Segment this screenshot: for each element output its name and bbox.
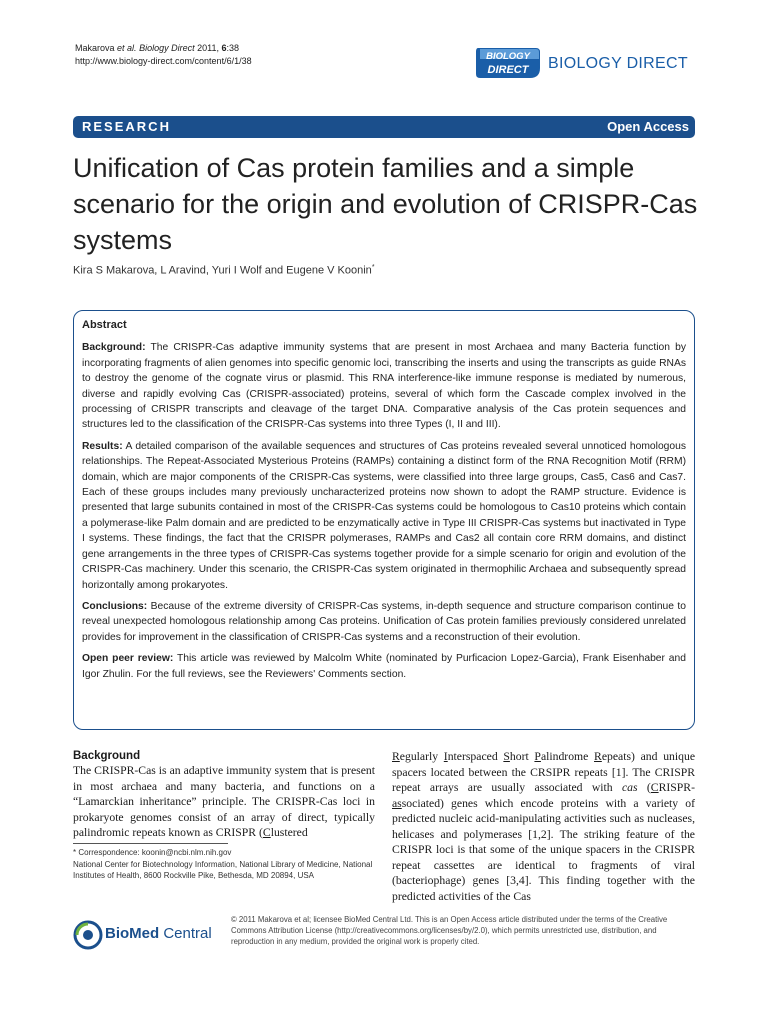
abstract-background-label: Background: (82, 342, 146, 354)
abstract-results-label: Results: (82, 440, 123, 452)
logo-badge-bottom: DIRECT (487, 64, 529, 76)
body-right-t7: RISPR- (658, 781, 695, 794)
footnote (73, 847, 378, 882)
abstract-results (82, 439, 686, 593)
publisher-logo (73, 918, 223, 950)
citation-volume: 6 (221, 43, 227, 53)
abstract-conclusions-label: Conclusions: (82, 600, 148, 612)
body-right-t4: alindrome (540, 750, 595, 763)
journal-logo (474, 46, 699, 82)
acronym-r1: R (392, 750, 400, 763)
abstract-content (82, 318, 686, 688)
publisher-name-rest: Central (159, 925, 212, 942)
abstract-results-text: A detailed comparison of the available sequences and structures of Cas proteins revealed several unnoticed homologous relationships. The Repeat-Associated Mysterious Proteins (RAMPs) containing a distinct form of the RNA Recognition Motif (RRM) domain, which are major components of the CRISPR-Cas systems, were classified into three large groups, Cas5, Cas6 and Cas7. Each of these groups includes many previously uncharacterized proteins now shown to adopt the RAMP structure. Evidence is presented that large subunits contained in most of the CRISPR-Cas systems could be homologous to Cas10 proteins which contain a polymerase-like Palm domain and are predicted to be enzymatically active in Type III CRISPR-Cas systems but inactivated in Type I systems. These findings, the fact that the CRISPR polymerases, RAMPs and Cas2 all contain core RRM domains, and distinct gene arrangements in the three types of CRISPR-Cas systems together provide for a simple scenario for origin and evolution of the CRISPR-Cas machinery. Under this scenario, the CRISPR-Cas system originated in thermophilic Archaea and subsequently spread horizontally among prokaryotes. (82, 440, 686, 591)
abstract-conclusions (82, 599, 686, 645)
journal-logo-text: BIOLOGY DIRECT (548, 55, 688, 72)
author-names: Kira S Makarova, L Aravind, Yuri I Wolf and Eugene V Koonin (73, 264, 372, 277)
citation-page: :38 (226, 43, 240, 53)
body-right-t5: epeats) and unique spacers located between the CRSIPR repeats [1]. The CRISPR repeat arrays are usually associated with (392, 750, 696, 794)
acronym-c: C (650, 781, 659, 794)
header-citation (75, 42, 252, 68)
citation-line (75, 42, 252, 55)
journal-logo-badge (474, 46, 542, 80)
body-left-column (73, 749, 375, 841)
article-type-label: RESEARCH (82, 119, 171, 134)
acronym-as: as (392, 796, 402, 810)
citation-journal: Biology Direct (139, 43, 195, 53)
author-list (73, 264, 375, 277)
abstract-conclusions-text: Because of the extreme diversity of CRISPR-Cas systems, in-depth sequence and structure comparison continue to reveal unexpected homologous relationship among Cas proteins. Unification of Cas protein families previously considered unrelated provides for improvement in the classification of CRISPR-Cas systems and a reconstruction of their evolution. (82, 600, 686, 643)
body-right-t1: egularly (399, 750, 444, 763)
abstract-background (82, 340, 686, 432)
logo-badge-top: BIOLOGY (486, 51, 530, 62)
abstract-review-text: This article was reviewed by Malcolm White (nominated by Purficacion Lopez-Garcia), Frank Eisenhaber and Igor Zhulin. For the full reviews, see the Reviewers' Comments section. (82, 653, 686, 680)
body-right-t3: hort (509, 750, 535, 763)
open-access-label: Open Access (607, 119, 689, 134)
body-left-end: lustered (270, 826, 308, 839)
footnote-divider (73, 843, 228, 844)
body-right-t8: sociated) genes which encode proteins with a variety of predicted nucleic acid-manipulating activities such as nucleases, helicases and polymerases [1,2]. The striking feature of the CRISPR loci is that some of the unique spacers in the CRISPR repeat cassettes are identical to fragments of viral (bacteriophage) genes [3,4]. This finding together with the predicted activities of the Cas (392, 796, 695, 903)
acronym-r2: R (594, 750, 602, 763)
cas-gene-name: cas (621, 781, 638, 794)
body-right-t6: ( (637, 781, 651, 794)
acronym-i: I (443, 750, 448, 763)
section-heading-background: Background (73, 750, 141, 762)
abstract-review-label: Open peer review: (82, 653, 174, 665)
acronym-p: P (534, 750, 541, 763)
body-paragraph-left (73, 763, 375, 841)
body-right-column (392, 749, 695, 904)
author-affiliation: National Center for Biotechnology Information, National Library of Medicine, National Institutes of Health, 8600 Rockville Pike, Bethesda, MD 20894, USA (73, 859, 373, 880)
citation-authors: Makarova (75, 43, 115, 53)
abstract-heading: Abstract (82, 319, 127, 331)
body-right-t2: nterspaced (447, 750, 504, 763)
body-left-underline: C (262, 826, 271, 839)
publisher-name-bold: BioMed (105, 925, 160, 942)
publisher-name (105, 925, 212, 942)
corresponding-author-mark: * (371, 264, 375, 271)
publisher-logo-icon (73, 920, 103, 950)
acronym-s: S (503, 750, 510, 763)
correspondence-email[interactable]: * Correspondence: koonin@ncbi.nlm.nih.gov (73, 848, 232, 857)
citation-etal: et al. (117, 43, 137, 53)
article-type-banner (73, 116, 695, 138)
article-url[interactable]: http://www.biology-direct.com/content/6/1/38 (75, 56, 252, 66)
abstract-background-text: The CRISPR-Cas adaptive immunity systems that are present in most Archaea and many Bacteria function by incorporating fragments of alien genomes into specific genomic loci, transcribing the inserts and using the transcripts as guide RNAs to destroy the genome of the cognate virus or plasmid. This RNA interference-like immune response is mediated by numerous, diverse and rapidly evolving Cas (CRISPR-associated) proteins, several of which form the Cascade complex involved in the processing of CRISPR transcripts and cleavage of the target DNA. Comparative analysis of the Cas protein sequences and structures led to the classification of the CRISPR-Cas systems into three Types (I, II and III). (82, 342, 686, 431)
license-text: © 2011 Makarova et al; licensee BioMed Central Ltd. This is an Open Access article distributed under the terms of the Creative Commons Attribution License (http://creativecommons.org/licenses/by/2.0), which permits unrestricted use, distribution, and reproduction in any medium, provided the original work is properly cited. (231, 915, 668, 946)
abstract-peer-review (82, 651, 686, 682)
body-left-text: The CRISPR-Cas is an adaptive immunity system that is present in most archaea and many bacteria, and functions on a “Lamarckian inheritance” principle. The CRISPR-Cas loci in prokaryote genomes consist of an array of direct, typically palindromic repeats known as CRISPR ( (73, 764, 375, 839)
abstract-box (73, 310, 695, 730)
citation-year: 2011, (197, 43, 219, 53)
article-title: Unification of Cas protein families and a simple scenario for the origin and evolution of CRISPR-Cas systems (73, 153, 698, 255)
